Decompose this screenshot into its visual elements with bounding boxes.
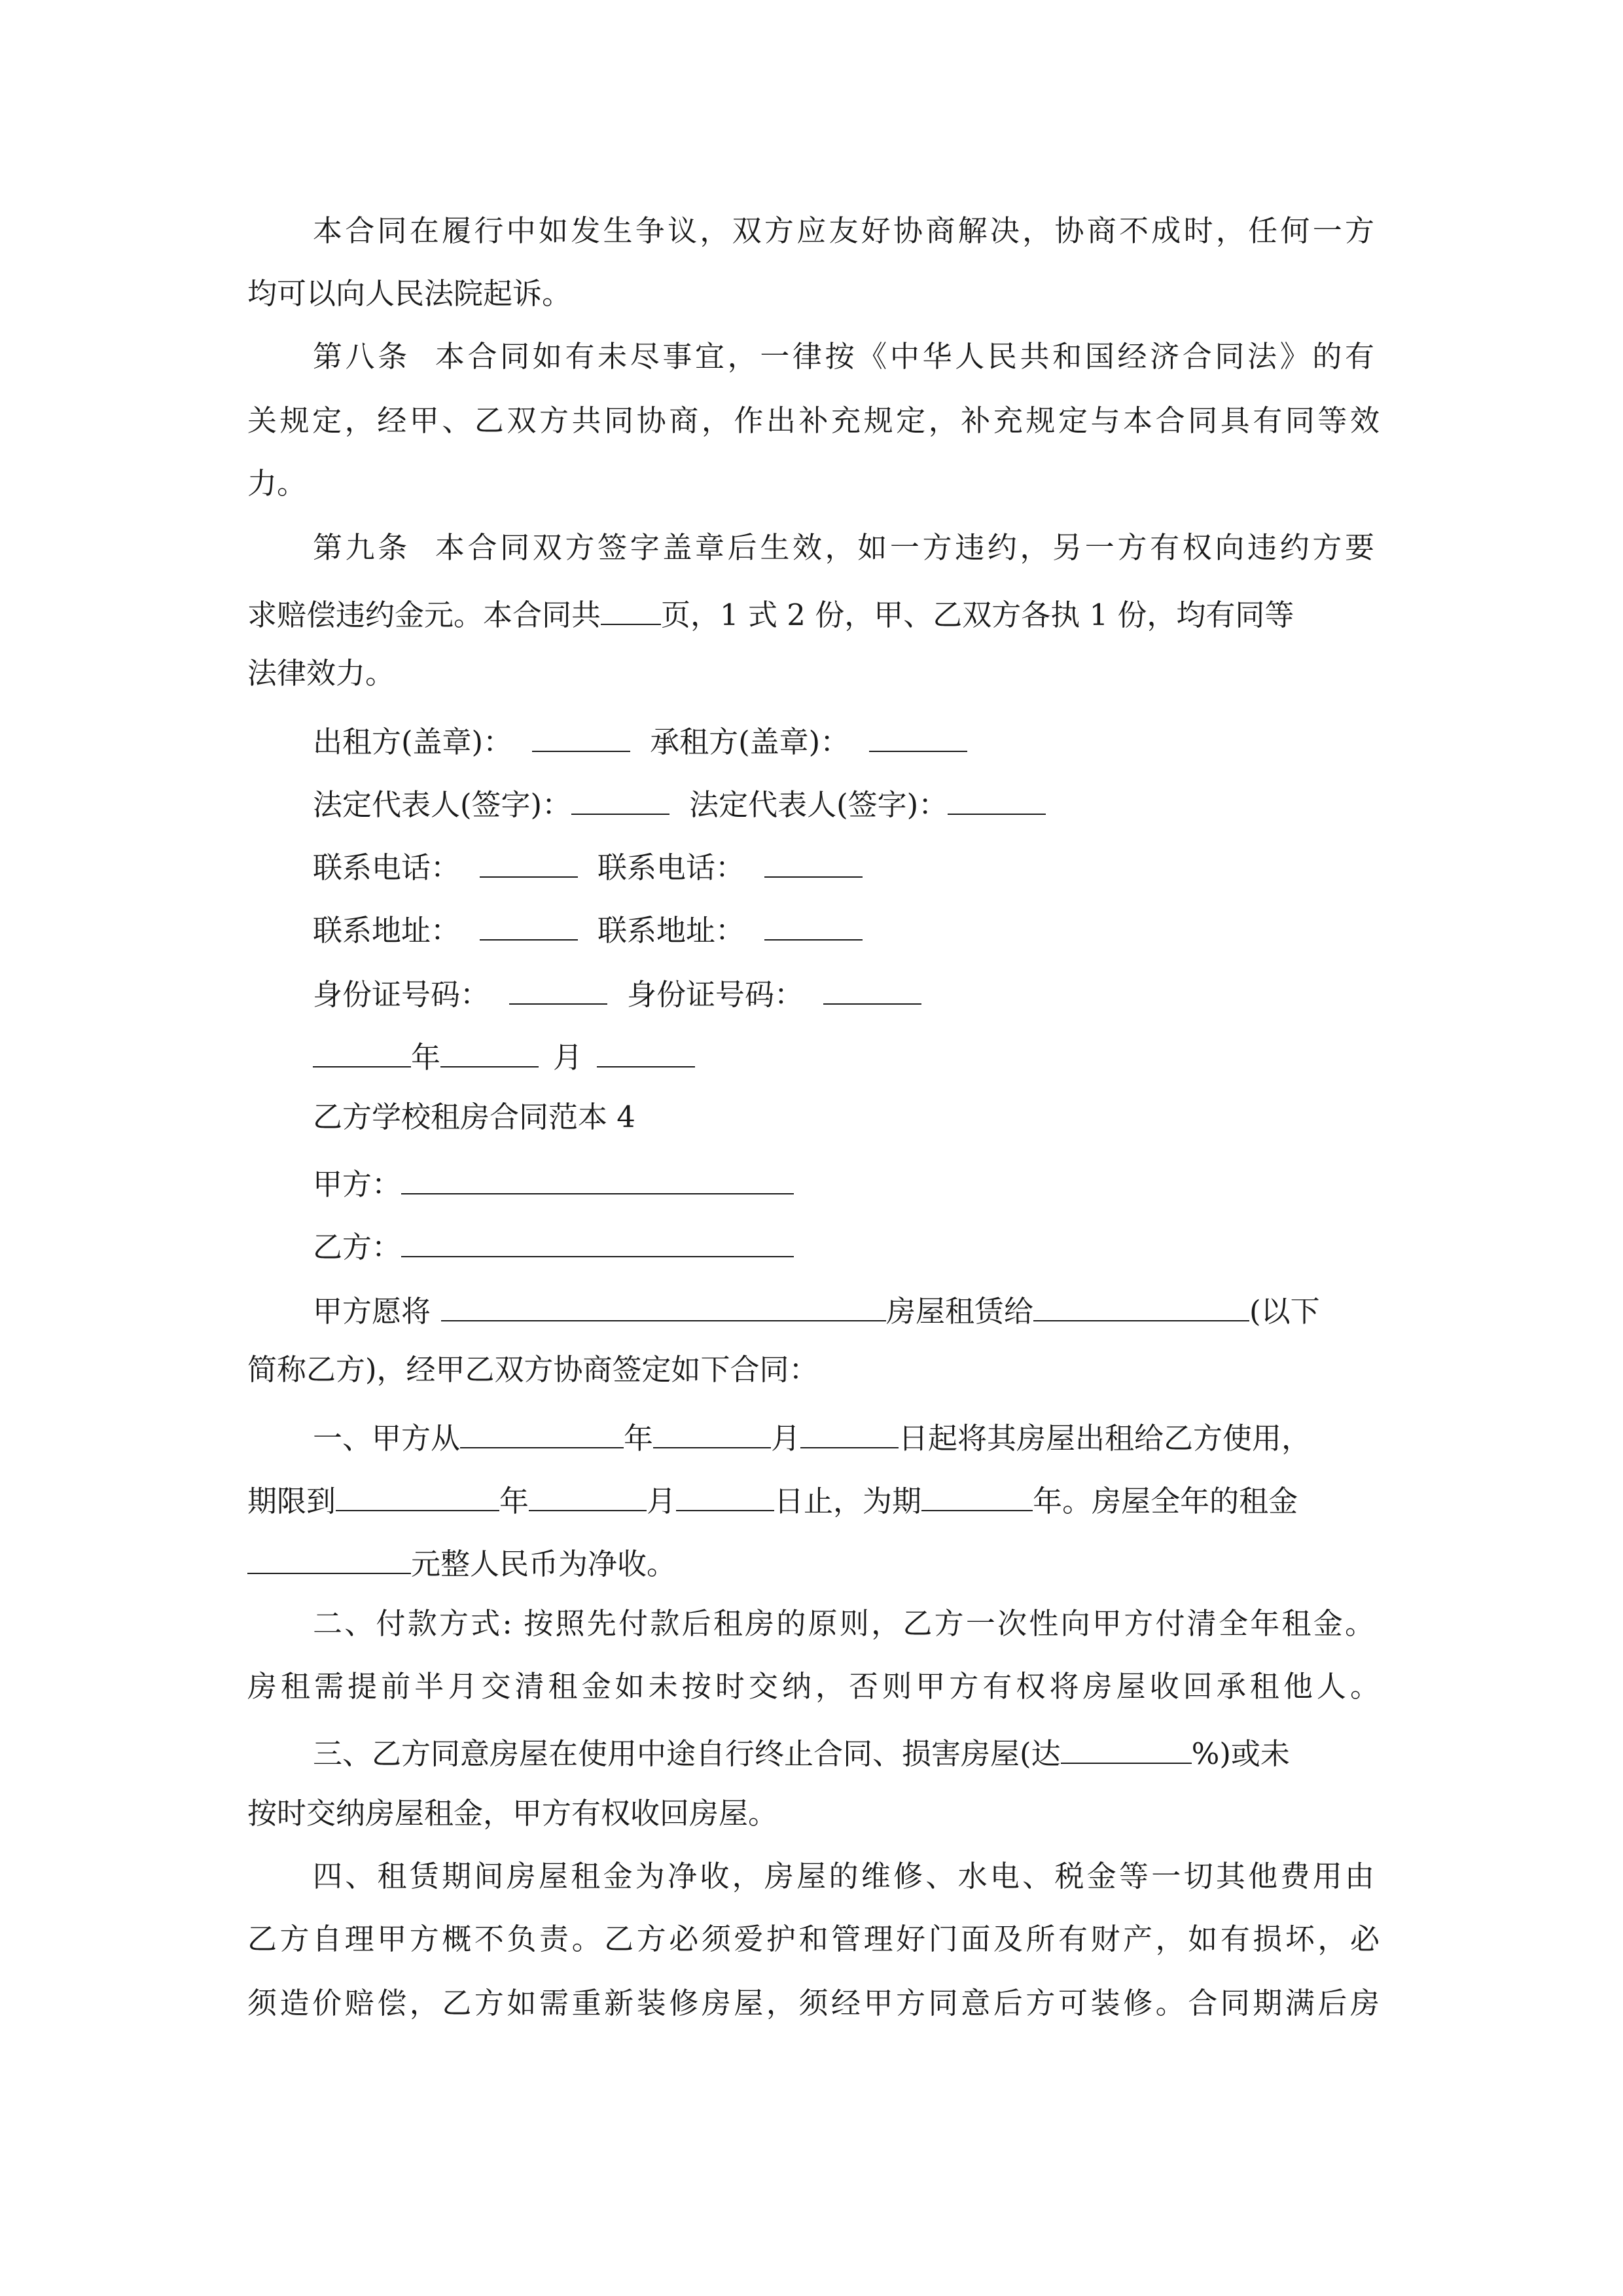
- date-line: [313, 1038, 695, 1075]
- address-label-1: 联系地址：: [313, 912, 461, 948]
- clause-1-year-2: 年: [499, 1483, 529, 1518]
- lessor-seal-label: 出租方(盖章)：: [313, 724, 513, 759]
- clause-1-year: 年: [624, 1420, 654, 1456]
- contract-title: 乙方学校租房合同范本 4: [313, 1100, 635, 1134]
- damage-percent-blank: [1061, 1734, 1192, 1764]
- address-blank-2: [764, 911, 863, 941]
- year-blank: [313, 1038, 411, 1067]
- lessee-seal-blank: [869, 723, 967, 752]
- start-day-blank: [800, 1419, 899, 1448]
- clause-3-text-a: 三、乙方同意房屋在使用中途自行终止合同、损害房屋(达: [313, 1736, 1061, 1771]
- clause-1-text-d: 日起将其房屋出租给乙方使用，: [899, 1420, 1311, 1456]
- clause-1-text-i: 年。房屋全年的租金: [1033, 1483, 1298, 1518]
- lessee-seal-label: 承租方(盖章)：: [650, 724, 850, 759]
- article-9-text-b: 页，1 式 2 份，甲、乙双方各执 1 份，均有同等: [661, 597, 1294, 632]
- clause-1-line-1: [313, 1419, 1311, 1456]
- clause-1-text-j: 元整人民币为净收。: [411, 1546, 677, 1581]
- id-number-line: [313, 975, 921, 1012]
- lessee-name-blank: [1033, 1292, 1249, 1321]
- year-label: 年: [411, 1039, 441, 1075]
- clause-1-month: 月: [771, 1420, 801, 1456]
- id-blank-1: [509, 975, 607, 1005]
- annual-rent-blank: [247, 1545, 411, 1574]
- article-8-line-3: 力。: [247, 466, 307, 501]
- address-blank-1: [480, 911, 578, 941]
- intro-line-1: [313, 1292, 1320, 1329]
- party-b-line: [313, 1228, 794, 1265]
- article-8-line-2: 关规定，经甲、乙双方共同协商，作出补充规定，补充规定与本合同具有同等效: [247, 403, 1380, 438]
- article-9-text-a: 求赔偿违约金元。本合同共: [247, 597, 601, 632]
- clause-4-line-2: 乙方自理甲方概不负责。乙方必须爱护和管理好门面及所有财产，如有损坏，必: [247, 1922, 1380, 1956]
- rep-sign-label-2: 法定代表人(签字)：: [689, 787, 948, 822]
- clause-1-line-3: [247, 1545, 676, 1579]
- month-label: 月: [553, 1039, 583, 1075]
- page-count-blank: [601, 596, 661, 625]
- article-9-line-2: [247, 596, 1294, 630]
- term-years-blank: [921, 1482, 1033, 1511]
- party-b-blank: [401, 1228, 794, 1257]
- month-blank: [440, 1038, 539, 1067]
- intro-text-c: (以下: [1249, 1293, 1320, 1329]
- address-line: [313, 911, 863, 948]
- rep-sign-blank-1: [571, 785, 669, 815]
- clause-1-text-h: 日止，为期: [774, 1483, 922, 1518]
- clause-4-line-1: 四、租赁期间房屋租金为净收，房屋的维修、水电、税金等一切其他费用由: [313, 1859, 1374, 1893]
- end-year-blank: [336, 1482, 499, 1511]
- article-9-line-3: 法律效力。: [247, 656, 395, 691]
- address-label-2: 联系地址：: [597, 912, 745, 948]
- phone-label-1: 联系电话：: [313, 850, 461, 885]
- dispute-paragraph-line-2: 均可以向人民法院起诉。: [247, 276, 572, 311]
- property-blank: [441, 1292, 886, 1321]
- intro-line-2: 简称乙方)，经甲乙双方协商签定如下合同：: [247, 1352, 819, 1387]
- rep-sign-label-1: 法定代表人(签字)：: [313, 787, 572, 822]
- clause-2-line-2: 房租需提前半月交清租金如未按时交纳，否则甲方有权将房屋收回承租他人。: [247, 1669, 1380, 1704]
- start-month-blank: [653, 1419, 771, 1448]
- lessor-seal-blank: [532, 723, 630, 752]
- start-year-blank: [460, 1419, 624, 1448]
- phone-blank-2: [764, 848, 863, 878]
- party-a-blank: [401, 1165, 794, 1194]
- clause-1-text-a: 一、甲方从: [313, 1420, 461, 1456]
- intro-text-b: 房屋租赁给: [886, 1293, 1034, 1329]
- end-month-blank: [529, 1482, 647, 1511]
- id-label-2: 身份证号码：: [627, 977, 804, 1012]
- intro-text-a: 甲方愿将: [313, 1293, 431, 1329]
- clause-4-line-3: 须造价赔偿，乙方如需重新装修房屋，须经甲方同意后方可装修。合同期满后房: [247, 1986, 1380, 2020]
- clause-3-line-1: [313, 1734, 1290, 1771]
- article-9-line-1: 第九条 本合同双方签字盖章后生效，如一方违约，另一方有权向违约方要: [313, 530, 1374, 565]
- article-8-line-1: 第八条 本合同如有未尽事宜，一律按《中华人民共和国经济合同法》的有: [313, 339, 1374, 374]
- clause-2-line-1: 二、付款方式: 按照先付款后租房的原则，乙方一次性向甲方付清全年租金。: [313, 1606, 1374, 1641]
- rep-sign-blank-2: [948, 785, 1046, 815]
- party-a-label: 甲方：: [313, 1166, 402, 1202]
- party-b-label: 乙方：: [313, 1229, 402, 1265]
- party-a-line: [313, 1165, 794, 1202]
- clause-3-text-b: %)或未: [1191, 1736, 1290, 1771]
- phone-line: [313, 848, 863, 885]
- id-blank-2: [823, 975, 921, 1005]
- id-label-1: 身份证号码：: [313, 977, 490, 1012]
- seal-line: [313, 723, 967, 757]
- clause-1-month-2: 月: [647, 1483, 677, 1518]
- phone-blank-1: [480, 848, 578, 878]
- day-blank: [597, 1038, 695, 1067]
- rep-sign-line: [313, 785, 1046, 822]
- clause-1-line-2: [247, 1482, 1298, 1516]
- phone-label-2: 联系电话：: [597, 850, 745, 885]
- dispute-paragraph-line-1: 本合同在履行中如发生争议，双方应友好协商解决，协商不成时，任何一方: [313, 213, 1374, 248]
- clause-1-text-e: 期限到: [247, 1483, 336, 1518]
- clause-3-line-2: 按时交纳房屋租金，甲方有权收回房屋。: [247, 1796, 778, 1831]
- end-day-blank: [676, 1482, 774, 1511]
